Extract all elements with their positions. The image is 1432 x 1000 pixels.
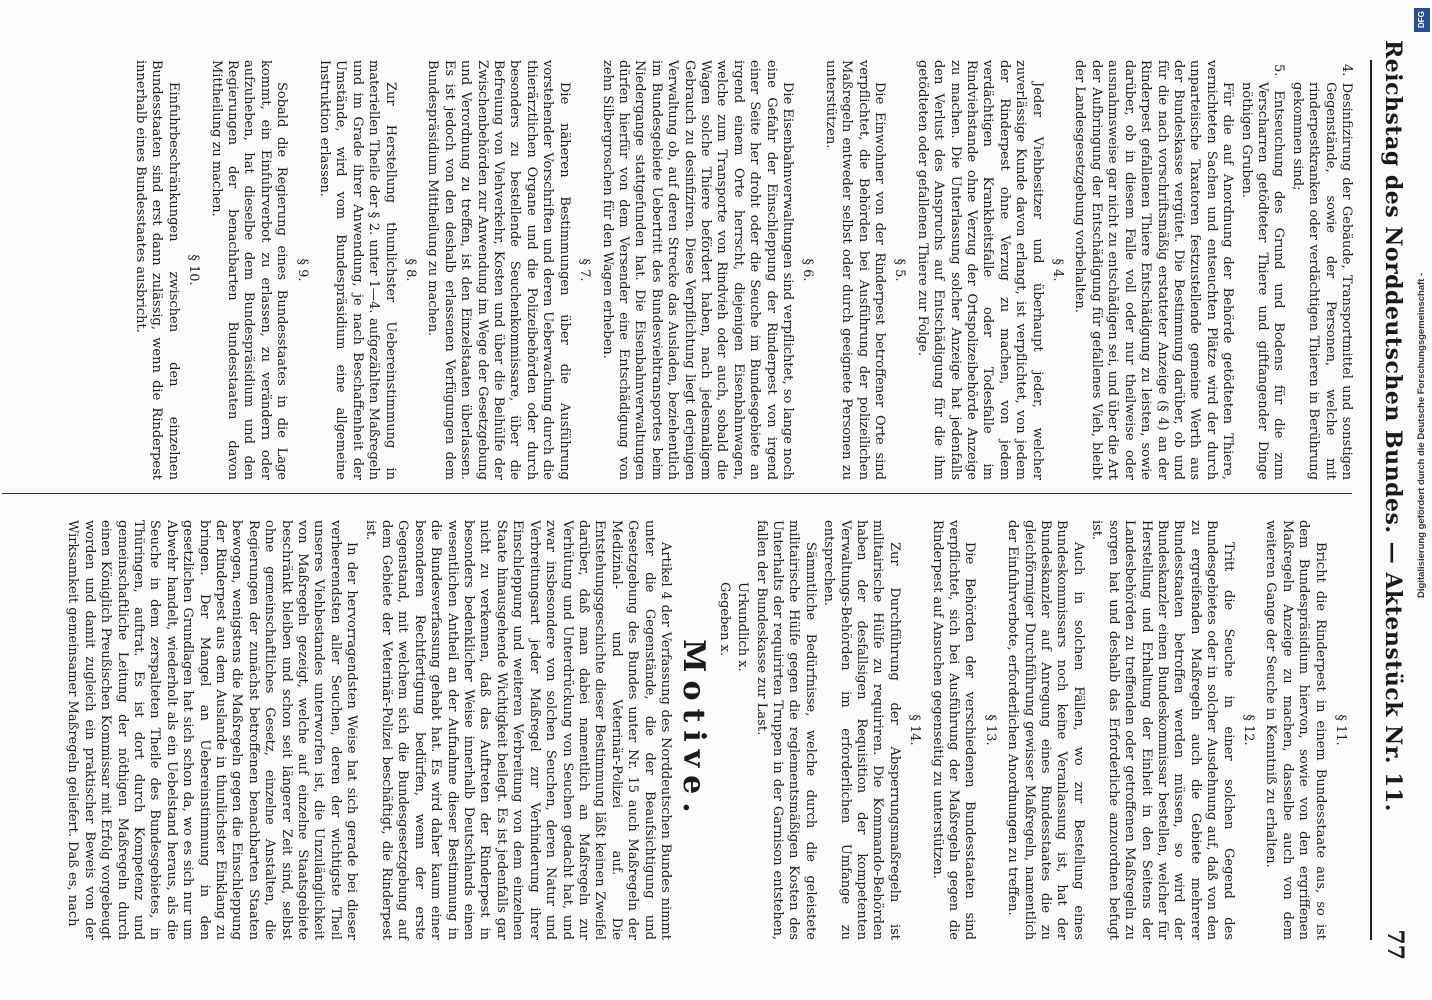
section-heading: § 8.: [403, 258, 419, 282]
paragraph: Einfuhrbeschränkungen zwischen den einzelnen Bundesstaaten sind erst dann zulässig, wenn die Rinderpest innerhalb eines Bundesstaates ausbricht.: [132, 60, 181, 480]
section-heading: § 12.: [1240, 714, 1256, 746]
paragraph: Zur Herstellung thunlichster Uebereinstimmung in materiellen Theile der § 2. unter 1—4. aufgezählten Maßregeln und im Grade ihrer Anwendung, je nach Beschaffenheit der Umstände, wird vom Bundespräsidium eine allgemeine Instruktion erlassen.: [317, 60, 398, 480]
paragraph: Artikel 4 der Verfassung des Norddeutschen Bundes nimmt unter die Gegenstände, die der Beaufsichtigung und Gesetzgebung des Bundes unter Nr. 15 auch Maßregeln der Medizinal- und Veterinär-Polizei auf. Die Entstehungsgeschichte dieser Bestimmung läßt keinen Zweifel darüber, daß man dabei namentlich an Maßregeln zur Verhütung und Unterdrückung von Seuchen gedacht hat, und zwar insbesondere von solchen Seuchen, deren Natur und Verbreitungsart jeder Maßregel zur Verhinderung ihrer Einschleppung und weiteren Verbreitung von dem einzelnen Staate hinausgehende Wichtigkeit beilegt. Es ist jedenfalls gar nicht zu verkennen, daß das Auftreten der Rinderpest in besonders bedenklicher Weise innerhalb Deutschlands einen wesentlichen Antheil an der Aufnahme dieser Bestimmung in die Bundesverfassung gehabt hat. Es wird daher kaum einer besonderen Rechtfertigung bedürfen, wenn der erste Gegenstand, mit welchem sich die Bundesgesetzgebung auf dem Gebiete der Veterinär-Polizei beschäftigt, die Rinderpest ist.: [362, 520, 673, 940]
section-heading: § 11.: [1333, 714, 1348, 746]
paragraph: Tritt die Seuche in einer solchen Gegend des Bundesgebietes oder in solcher Ausdehnung auf, daß von den zu ergreifenden Maßregeln auch die Gebiete mehrerer Bundesstaaten betroffen werden müssen, so wird der Bundeskanzler einen Bundeskommissar bestellen, welcher für Herstellung und Erhaltung der Einheit in den Seitens der Landesbehörden zu treffenden oder getroffenen Maßregeln zu sorgen hat und deshalb das Erforderliche anzuordnen befugt ist.: [1089, 520, 1236, 940]
paragraph: Für die auf Anordnung der Behörde getödteten Thiere, vernichteten Sachen und entseuchten Plätze wird der durch unparteiische Taxatoren festzustellende gemeine Werth aus der Bundeskasse vergütet. Die Bestimmung darüber, ob und für die nach vorschriftsmäßig erstatteter Anzeige (§ 4) an der Rinderpest gefallenen Thiere Entschädigung zu leisten, sowie darüber, ob in diesem Falle voll oder nur theilweise oder ausnahmsweise gar nicht zu entschädigen sei, und über die Art der Aufbringung der Entschädigung für gefallenes Vieh, bleibt der Landesgesetzgebung vorbehalten.: [1072, 60, 1236, 480]
section-heading: § 14.: [907, 714, 923, 746]
paragraph: Jeder Viehbesitzer und überhaupt jeder, welcher zuverlässige Kunde davon erlangt, ist verpflichtet, von jedem der Rinderpest ohne Verzug zu machen, von jedem verdächtigen Krankheitsfalle oder Todesfalle im Rindviehstande ohne Verzug der Ortspolizeibehörde Anzeige zu machen. Die Unterlassung solcher Anzeige hat jedenfalls den Verlust des Anspruchs auf Entschädigung für die ihm getödteten oder gefallenen Thiere zur Folge.: [914, 60, 1045, 480]
paragraph: Bricht die Rinderpest in einem Bundesstaate aus, so ist dem Bundespräsidium hiervon, sowie von den ergriffenen Maßregeln Anzeige zu machen, dasselbe auch von dem weiteren Gange der Seuche in Kenntniß zu erhalten.: [1263, 520, 1328, 940]
section-heading: § 13.: [982, 714, 998, 746]
running-header: [1374, 40, 1414, 960]
paragraph: Die Eisenbahnverwaltungen sind verpflichtet, so lange noch eine Gefahr der Einschleppung der Rinderpest von irgend einer Seite her droht oder die Seuche im Bundesgebiete an irgend einem Orte herrscht, diejenigen Eisenbahnwagen, welche zum Transporte von Rindvieh oder auch, sobald die Wagen solche Thiere befördert haben, nach jedesmaligem Gebrauch zu desinfiziren. Diese Verpflichtung liegt derjenigen Verwaltung ob, auf deren Strecke das Ausladen, beziehentlich im Bundesgebiete Uebertritt des Bundesviehtransportes beim Niedergange stattgefunden hat. Die Eisenbahnverwaltungen dürfen hierfür von dem Versender eine Entschädigung von zehn Silbergroschen für den Wagen erheben.: [599, 60, 795, 480]
list-item: 4. Desinfizirung der Gebäude, Transportmittel und sonstigen Gegenstände, sowie der Personen, welche mit rinderpestkranken oder verdächtigen Thieren in Berührung gekommen sind;: [1289, 64, 1354, 480]
paragraph: Sämmtliche Bedürfnisse, welche durch die geleistete militairische Hülfe gegen die reglementsmäßigen Kosten des Unterhalts der requirirten Truppen in der Garnison entstehen, fallen der Bundeskasse zur Last.: [753, 520, 818, 940]
left-column: [130, 60, 1354, 480]
section-heading: § 10.: [186, 254, 202, 286]
section-heading: § 4.: [1050, 258, 1066, 282]
paragraph: Auch in solchen Fällen, wo zur Bestellung eines Bundeskommissars noch keine Veranlassung ist, hat der Bundeskanzler auf Anregung eines Bundesstaates die zu gleichförmiger Durchführung gewisser Maßregeln, namentlich der Einfuhrverbote, erforderlichen Anordnungen zu treffen.: [1005, 520, 1086, 940]
numbered-list: [1237, 60, 1354, 480]
page-number: 77: [1382, 929, 1408, 960]
funding-sidebar: [1414, 8, 1430, 992]
section-heading: § 6.: [800, 258, 816, 282]
motive-heading: Motive.: [676, 639, 712, 821]
funding-credit: Digitalisierung gefördert durch die Deutsche Forschungsgemeinschaft -: [1416, 272, 1427, 598]
section-heading: § 5.: [892, 258, 908, 282]
paragraph: Die näheren Bestimmungen über die Ausführung vorstehender Vorschriften und deren Ueberwachung durch die thierärztlichen Organe und die Polizeibehörden oder durch besonders zu bestellende Seuchenkommissare, über die Befreiung von Viehverkehr, Kosten und über die Beihülfe der Zwischenbehörden zur Anwendung im Wege der Gesetzgebung und Verordnung zu treffen, ist den Einzelstaaten überlassen. Es ist jedoch von den deshalb erlassenen Verfügungen dem Bundespräsidium Mittheilung zu machen.: [425, 60, 572, 480]
column-divider: [2, 493, 1352, 494]
section-heading: § 9.: [294, 258, 310, 282]
signature-line: Gegeben x.: [716, 582, 732, 657]
paragraph: Die Einwohner von der Rinderpest betroffener Orte sind verpflichtet, die Behörden bei Ausführung der polizeilichen Maßregeln entweder selbst oder durch geeignete Personen zu unterstützen.: [822, 60, 888, 480]
dfg-logo-badge: DFG: [1414, 8, 1430, 32]
paragraph: Zur Durchführung der Absperrungsmaßregeln ist militairische Hülfe zu requiriren. Die Kommando-Behörden haben der desfallsigen Requisition der kompetenten Verwaltungs-Behörden im erforderlichen Umfange zu entsprechen.: [821, 520, 902, 940]
section-heading: § 7.: [577, 258, 593, 282]
header-rule: [1370, 60, 1372, 940]
running-title: Reichstag des Norddeutschen Bundes. — Aktenstück Nr. 11.: [1380, 40, 1406, 812]
right-column: [62, 520, 1354, 940]
paragraph: Die Behörden der verschiedenen Bundesstaaten sind verpflichtet, sich bei Ausführung der Maßregeln gegen die Rinderpest auf Ansuchen gegenseitig zu unterstützen.: [929, 520, 978, 940]
list-item: 5. Entseuchung des Grund und Bodens für die zum Verscharren getödteter Thiere und giftfangender Dinge nöthigen Gruben.: [1238, 64, 1287, 480]
paragraph: In der hervorragendsten Weise hat sich gerade bei dieser verheerendsten aller Seuchen, deren der wichtigste Theil unseres Viehbestandes unterworfen ist, die Unzulänglichkeit von Maßregeln gezeigt, welche auf einzelne Staatsgebiete beschränkt bleiben und schon seit längerer Zeit sind, selbst ohne gemeinschaftliches Gesetz, einzelne Anstalten, die Regierungen der zunächst betroffenen benachbarten Staaten bewogen, wenigstens die Maßregeln gegen die Einschleppung der Rinderpest aus dem Auslande in thunlichster Einklang zu bringen. Der Mangel an Uebereinstimmung in den gesetzlichen Grundlagen hat sich schon da, wo es sich nur um Abwehr handelt, wiederholt als ein Uebelstand heraus, als die Seuche in dem zerspalteten Theile des Bundesgebietes, in Thüringen, auftrat. Es ist dort durch Kompetenz und gemeinschaftliche Leitung der nöthigen Maßregeln durch einen Königlich Preußischen Kommissar mit Erfolg vorgebeugt worden und damit zugleich ein praktischer Beweis von der Wirksamkeit gemeinsamer Maßregeln geliefert. Daß es, nach: [65, 520, 360, 940]
signature-line: Urkundlich x.: [735, 582, 751, 672]
paragraph: Sobald die Regierung eines Bundesstaates in die Lage kommt, ein Einfuhrverbot zu erlassen, zu verändern oder aufzuheben, hat dieselbe dem Bundespräsidium und den Regierungen der benachbarten Bundesstaaten davon Mittheilung zu machen.: [208, 60, 290, 480]
